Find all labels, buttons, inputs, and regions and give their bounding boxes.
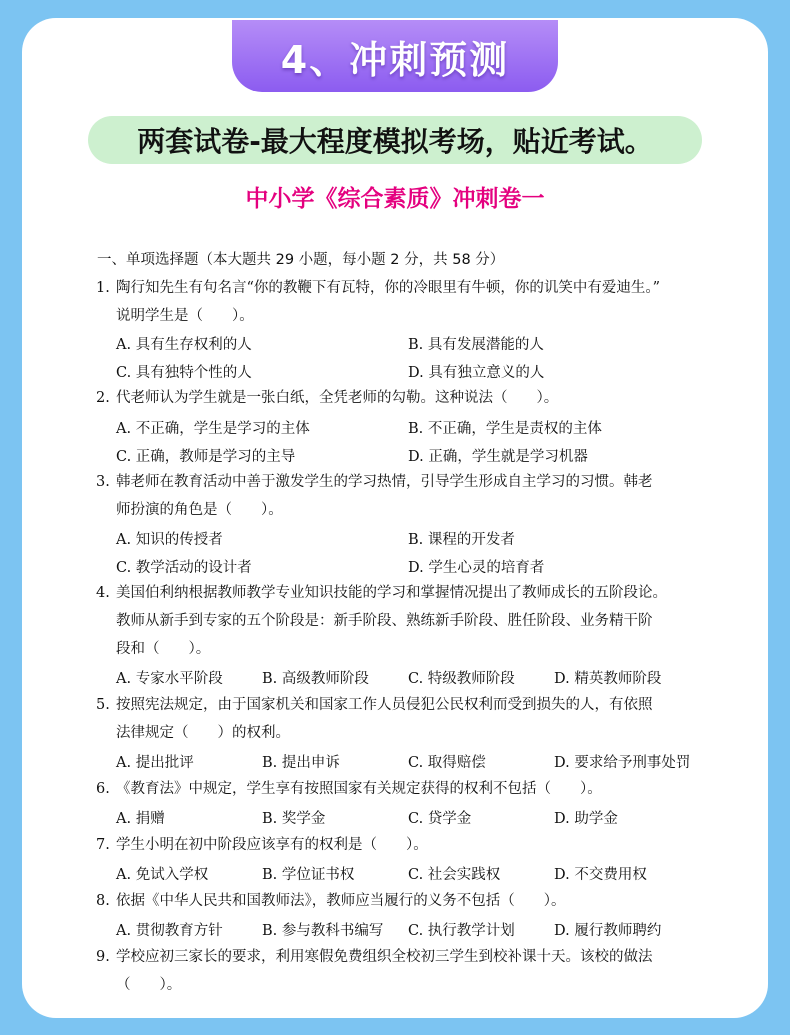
option-c: C. 贷学金 [408, 811, 472, 827]
option-c: C. 社会实践权 [408, 867, 501, 883]
option-a: A. 捐赠 [116, 811, 165, 827]
option-b: B. 学位证书权 [262, 867, 355, 883]
question-text: 韩老师在教育活动中善于激发学生的学习热情，引导学生形成自主学习的习惯。韩老 [116, 474, 653, 490]
question-text-cont: 段和（ ）。 [116, 641, 211, 657]
question-number: 9. [96, 949, 110, 965]
question-text: 依据《中华人民共和国教师法》，教师应当履行的义务不包括（ ）。 [116, 893, 566, 909]
question-text-cont: 法律规定（ ）的权利。 [116, 725, 290, 741]
question-8 [96, 887, 708, 915]
question-number: 6. [96, 781, 110, 797]
exam-title: 中小学《综合素质》冲刺卷一 [245, 185, 545, 212]
option-b: B. 课程的开发者 [408, 532, 515, 548]
question-1 [96, 274, 708, 330]
option-d: D. 具有独立意义的人 [408, 365, 545, 381]
question-text: 学生小明在初中阶段应该享有的权利是（ ）。 [116, 837, 428, 853]
option-b: B. 提出申诉 [262, 755, 340, 771]
option-c: C. 执行教学计划 [408, 923, 515, 939]
question-text: 按照宪法规定，由于国家机关和国家工作人员侵犯公民权利而受到损失的人，有依照 [116, 697, 653, 713]
option-a: A. 知识的传授者 [116, 532, 223, 548]
question-7 [96, 831, 708, 859]
option-a: A. 贯彻教育方针 [116, 923, 223, 939]
section-tab-title: 4、冲刺预测 [232, 20, 558, 92]
question-6 [96, 775, 708, 803]
option-d: D. 正确，学生就是学习机器 [408, 449, 588, 465]
question-number: 2. [96, 390, 110, 406]
question-number: 4. [96, 585, 110, 601]
option-a: A. 具有生存权利的人 [116, 337, 252, 353]
question-text-cont: （ ）。 [116, 977, 182, 993]
option-c: C. 具有独特个性的人 [116, 365, 252, 381]
question-number: 5. [96, 697, 110, 713]
question-number: 8. [96, 893, 110, 909]
option-c: C. 取得赔偿 [408, 755, 486, 771]
promo-banner: 两套试卷-最大程度模拟考场，贴近考试。 [88, 116, 702, 164]
question-number: 3. [96, 474, 110, 490]
option-a: A. 专家水平阶段 [116, 671, 223, 687]
question-text-cont: 说明学生是（ ）。 [116, 308, 254, 324]
question-5 [96, 691, 708, 747]
option-a: A. 不正确，学生是学习的主体 [116, 421, 310, 437]
question-text: 学校应初三家长的要求，利用寒假免费组织全校初三学生到校补课十天。该校的做法 [116, 949, 653, 965]
question-number: 1. [96, 280, 110, 296]
question-2 [96, 384, 708, 412]
option-b: B. 高级教师阶段 [262, 671, 369, 687]
option-a: A. 免试入学权 [116, 867, 209, 883]
section-heading: 一、单项选择题（本大题共 29 小题，每小题 2 分，共 58 分） [97, 252, 505, 268]
question-text-cont: 师扮演的角色是（ ）。 [116, 502, 283, 518]
question-3 [96, 468, 708, 524]
question-text: 代老师认为学生就是一张白纸，全凭老师的勾勒。这种说法（ ）。 [116, 390, 559, 406]
option-d: D. 履行教师聘约 [554, 923, 662, 939]
question-9 [96, 943, 708, 999]
question-text: 《教育法》中规定，学生享有按照国家有关规定获得的权利不包括（ ）。 [116, 781, 602, 797]
question-text: 陶行知先生有句名言“你的教鞭下有瓦特，你的冷眼里有牛顿，你的讥笑中有爱迪生。” [116, 280, 661, 296]
option-b: B. 具有发展潜能的人 [408, 337, 544, 353]
question-number: 7. [96, 837, 110, 853]
option-d: D. 学生心灵的培育者 [408, 560, 545, 576]
option-c: C. 教学活动的设计者 [116, 560, 252, 576]
option-d: D. 助学金 [554, 811, 618, 827]
option-d: D. 精英教师阶段 [554, 671, 662, 687]
option-b: B. 参与教科书编写 [262, 923, 384, 939]
question-text-cont: 教师从新手到专家的五个阶段是：新手阶段、熟练新手阶段、胜任阶段、业务精干阶 [116, 613, 653, 629]
question-text: 美国伯利纳根据教师教学专业知识技能的学习和掌握情况提出了教师成长的五阶段论。 [116, 585, 667, 601]
option-d: D. 要求给予刑事处罚 [554, 755, 691, 771]
option-b: B. 奖学金 [262, 811, 326, 827]
question-4 [96, 579, 708, 663]
option-a: A. 提出批评 [116, 755, 194, 771]
option-b: B. 不正确，学生是责权的主体 [408, 421, 602, 437]
option-d: D. 不交费用权 [554, 867, 647, 883]
option-c: C. 特级教师阶段 [408, 671, 515, 687]
option-c: C. 正确，教师是学习的主导 [116, 449, 296, 465]
